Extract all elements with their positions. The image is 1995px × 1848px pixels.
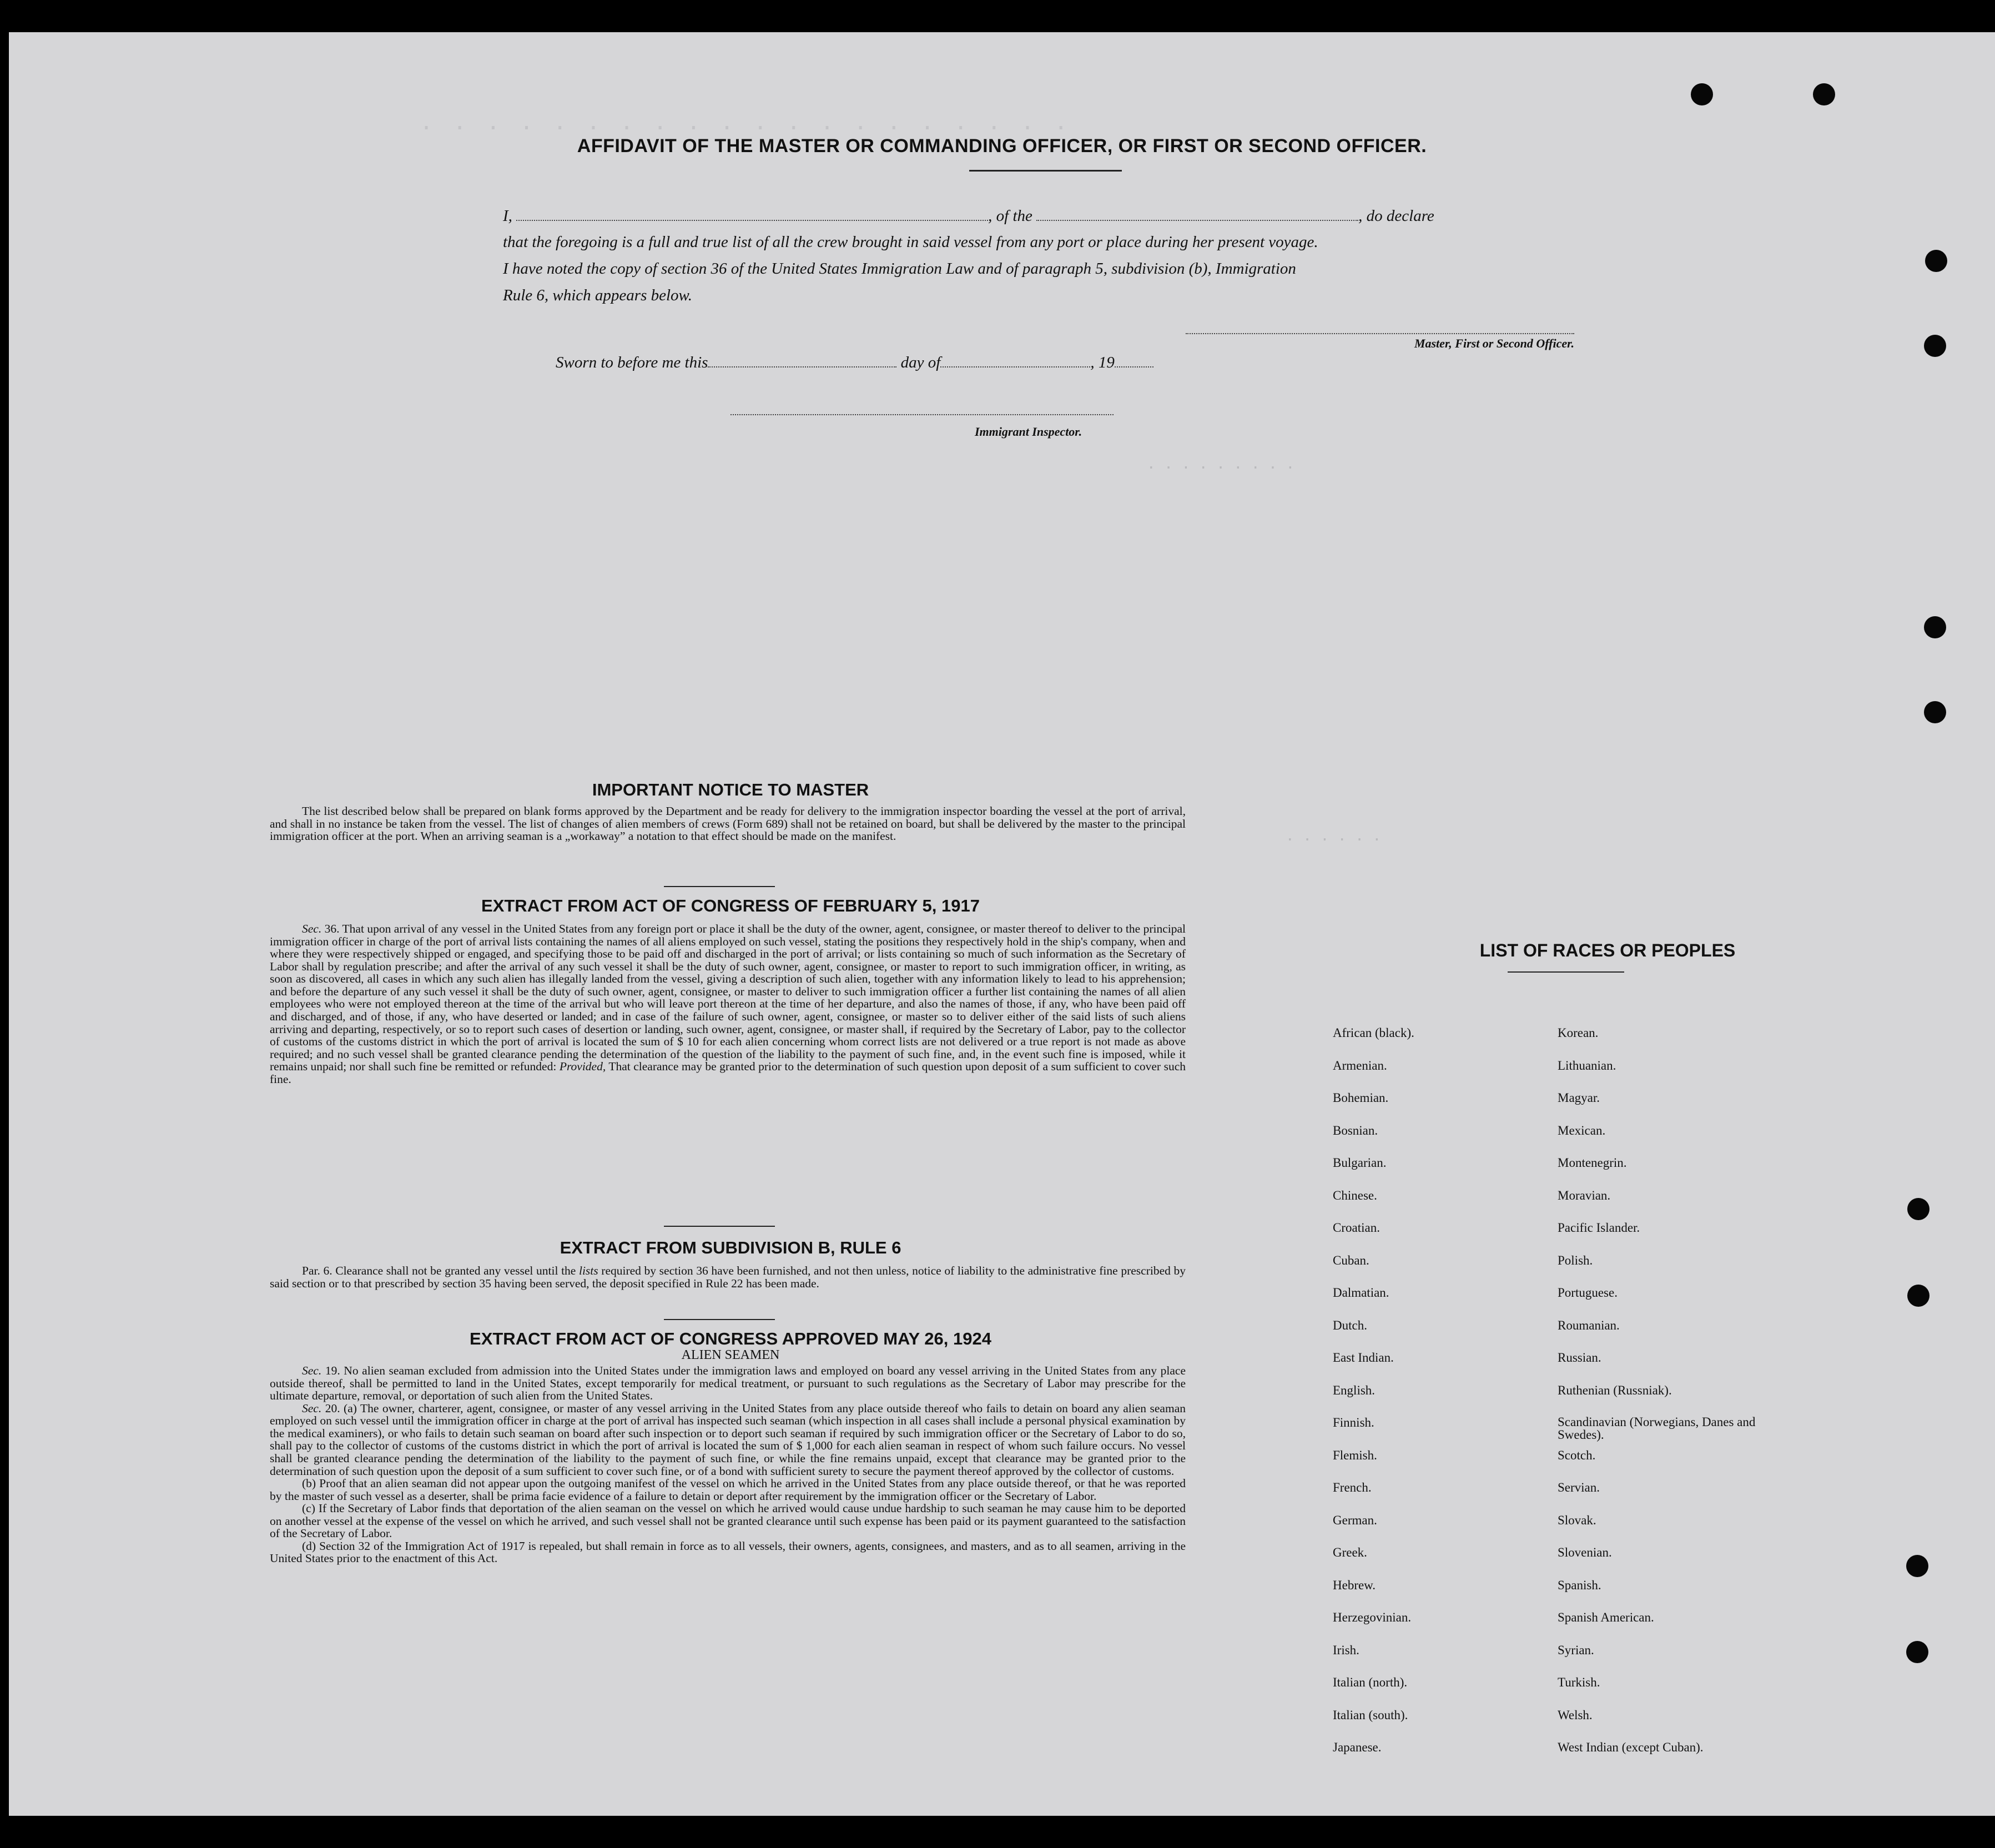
declare-label: , do declare: [1358, 207, 1434, 225]
par-6-text-end: required by section 36 have been furnished, and not then unless, notice of liability to the administrative fine prescribed by said section or to that prescribed by section 35 having been served, the deposit specified in Rule 22 has been made.: [270, 1264, 1186, 1290]
race-item: Lithuanian.: [1558, 1058, 1616, 1072]
affidavit-title: AFFIDAVIT OF THE MASTER OR COMMANDING OFFICER, OR FIRST OR SECOND OFFICER.: [577, 135, 1427, 157]
sec-label: Sec.: [302, 922, 322, 935]
punch-hole: [1924, 616, 1946, 638]
race-item: Roumanian.: [1558, 1318, 1620, 1332]
race-item: Spanish American.: [1558, 1610, 1654, 1624]
race-item: Scandinavian (Norwegians, Danes and Swedes).: [1558, 1415, 1756, 1442]
race-item: Montenegrin.: [1558, 1156, 1627, 1170]
race-item: Spanish.: [1558, 1578, 1601, 1592]
sec-19-paragraph: [270, 1364, 1186, 1402]
races-left-column: [1333, 1026, 1414, 1773]
sworn-month-field[interactable]: [940, 352, 1090, 367]
document-page: [9, 32, 1995, 1816]
sworn-label: Sworn to before me this: [556, 354, 708, 371]
race-item: Russian.: [1558, 1351, 1601, 1364]
race-item: Japanese.: [1333, 1740, 1382, 1754]
race-item: Mexican.: [1558, 1123, 1606, 1137]
affidavit-line-4: Rule 6, which appears below.: [503, 286, 692, 304]
extract-rule6-title: EXTRACT FROM SUBDIVISION B, RULE 6: [560, 1238, 901, 1257]
race-item: Portuguese.: [1558, 1286, 1618, 1300]
section-divider: [664, 1226, 775, 1227]
race-item: East Indian.: [1333, 1351, 1394, 1364]
race-item: English.: [1333, 1383, 1376, 1397]
race-item: Scotch.: [1558, 1448, 1596, 1462]
i-label: I,: [503, 207, 512, 225]
punch-hole: [1907, 1198, 1929, 1220]
race-item: Bohemian.: [1333, 1091, 1389, 1105]
extract-rule6-body: [270, 1265, 1186, 1290]
race-item: Italian (north).: [1333, 1675, 1408, 1689]
vessel-name-field[interactable]: [1036, 205, 1358, 221]
day-of-label: day of: [900, 354, 941, 371]
extract-1917-title: EXTRACT FROM ACT OF CONGRESS OF FEBRUARY 5, 1917: [481, 896, 980, 915]
race-item: Pacific Islander.: [1558, 1221, 1640, 1235]
race-item: Servian.: [1558, 1481, 1600, 1494]
race-item: Chinese.: [1333, 1188, 1377, 1202]
title-underline: [1508, 971, 1624, 973]
sworn-year-field[interactable]: [1115, 352, 1153, 367]
bleed-through-text: · · · · · · · · · · · · · · · · · · · ·: [420, 115, 1071, 141]
race-item: Dalmatian.: [1333, 1286, 1389, 1300]
of-the-label: , of the: [988, 207, 1032, 225]
extract-1924-subtitle: ALIEN SEAMEN: [681, 1348, 780, 1362]
master-name-field[interactable]: [516, 205, 988, 221]
race-item: Finnish.: [1333, 1416, 1374, 1429]
race-item: Bosnian.: [1333, 1123, 1378, 1137]
punch-hole: [1813, 83, 1835, 105]
sec-20a-text: 20. (a) The owner, charterer, agent, consignee, or master of any vessel arriving in the United States from any place outside thereof who fails to detain on board any alien seaman employed on such vessel until the immigration officer in charge at the port of arrival has inspected such seaman (which inspection in all cases shall include a personal physical examination by the medical examiners), or who fails to detain such seaman on board after such inspection or to deport such seaman if required by such immigration officer or the Secretary of Labor to do so, shall pay to the collector of customs of the customs district in which the port of arrival is located the sum of $ 1,000 for each alien seaman in respect of whom such failure occurs. No vessel shall be granted clearance pending the determination of the liability to the payment of such fine, or while the fine remains unpaid, except that clearance may be granted prior to the determination of such question upon the deposit of a sum sufficient to cover such fine, or of a bond with sufficient surety to secure the payment thereof approved by the collector of customs.: [270, 1401, 1186, 1478]
race-item: Flemish.: [1333, 1448, 1377, 1462]
master-signature-field[interactable]: [1186, 333, 1574, 334]
race-item: Ruthenian (Russniak).: [1558, 1383, 1672, 1397]
important-notice-body: [270, 805, 1186, 843]
race-item: Herzegovinian.: [1333, 1610, 1412, 1624]
punch-hole: [1906, 1641, 1928, 1663]
par-6-text: Par. 6. Clearance shall not be granted any vessel until the: [302, 1264, 576, 1277]
sec-label: Sec.: [302, 1364, 322, 1377]
race-item: Irish.: [1333, 1643, 1359, 1657]
provided-label: Provided,: [559, 1060, 606, 1074]
race-item: Welsh.: [1558, 1708, 1593, 1722]
extract-1924-body: [270, 1364, 1186, 1565]
sworn-line: [556, 352, 1277, 372]
race-item: Korean.: [1558, 1026, 1599, 1040]
sworn-day-field[interactable]: [708, 352, 896, 367]
punch-hole: [1691, 83, 1713, 105]
race-item: Turkish.: [1558, 1675, 1600, 1689]
races-right-column: [1558, 1026, 1791, 1773]
race-item: Magyar.: [1558, 1091, 1600, 1105]
section-divider: [664, 1319, 775, 1320]
race-item: Syrian.: [1558, 1643, 1594, 1657]
race-item: Croatian.: [1333, 1221, 1380, 1235]
punch-hole: [1924, 701, 1946, 723]
race-item: Greek.: [1333, 1545, 1367, 1559]
race-item: Armenian.: [1333, 1058, 1387, 1072]
extract-1924-title: EXTRACT FROM ACT OF CONGRESS APPROVED MAY 26, 1924: [470, 1329, 991, 1348]
important-notice-title: IMPORTANT NOTICE TO MASTER: [592, 780, 869, 799]
sec-36-text-end: That clearance may be granted prior to the determination of such question upon deposit of a sum sufficient to cover such fine.: [270, 1060, 1186, 1086]
affidavit-line-2: that the foregoing is a full and true list of all the crew brought in said vessel from any port or place during her present voyage.: [503, 233, 1318, 251]
sec-36-text: 36. That upon arrival of any vessel in the United States from any foreign port or place it shall be the duty of the owner, agent, consignee, or master thereof to deliver to the principal immigration officer in charge of the port of arrival lists containing the names of all aliens employed on such vessel, stating the positions they respectively hold in the ship's company, when and where they were respectively shipped or engaged, and specifying those to be paid off and discharged in the port of arrival; or lists containing so much of such information as the Secretary of Labor shall by regulation prescribe; and after the arrival of any such vessel it shall be the duty of such owner, agent, consignee, or master to report to such immigration officer, in writing, as soon as discovered, all cases in which any such alien has illegally landed from the vessel, giving a description of such alien, together with any information likely to lead to his apprehension; and before the departure of any such vessel it shall be the duty of such owner, agent, consignee, or master to deliver to such immigration officer a further list containing the names of all alien employees who were not employed thereon at the time of the arrival but who will leave port thereon at the time of her departure, and also the names of those, if any, who have been paid off and discharged, and of those, if any, who have deserted or landed; and in case of the failure of such owner, agent, consignee, or master so to deliver either of the said lists of such aliens arriving and departing, respectively, or so to report such cases of desertion or landing, such owner, agent, consignee, or master shall, if required by the Secretary of Labor, pay to the collector of customs of the customs district in which the port of arrival is located the sum of $ 10 for each alien concerning whom correct lists are not delivered or a true report is not made as above required; and no such vessel shall be granted clearance pending the determination of the question of the liability to the payment of such fine, and, in the event such fine is imposed, while it remains unpaid; nor shall such fine be remitted or refunded:: [270, 922, 1186, 1074]
sec-20c-text: (c) If the Secretary of Labor finds that deportation of the alien seaman on the vessel on which he arrived would cause undue hardship to such seaman he may cause him to be deported on another vessel at the expense of the vessel on which he arrived, and such vessel shall not be granted clearance until such expense has been paid or its payment guaranteed to the satisfaction of the Secretary of Labor.: [270, 1502, 1186, 1540]
race-item: Dutch.: [1333, 1318, 1367, 1332]
punch-hole: [1906, 1555, 1928, 1577]
sec-19-text: 19. No alien seaman excluded from admission into the United States under the immigration laws and employed on board any vessel arriving in the United States from any place outside thereof, shall be permitted to land in the United States, except temporarily for medical treatment, or pursuant to such regulations as the Secretary of Labor may prescribe for the ultimate departure, removal, or deportation of such alien from the United States.: [270, 1364, 1186, 1403]
bleed-through-text: · · · · · ·: [1286, 832, 1382, 848]
punch-hole: [1907, 1285, 1929, 1307]
race-item: Hebrew.: [1333, 1578, 1376, 1592]
section-divider: [664, 886, 775, 887]
race-item: German.: [1333, 1513, 1377, 1527]
race-item: West Indian (except Cuban).: [1558, 1740, 1704, 1754]
signer-label: Master, First or Second Officer.: [1414, 336, 1574, 350]
race-item: Cuban.: [1333, 1253, 1369, 1267]
inspector-label: Immigrant Inspector.: [975, 425, 1082, 439]
sec-20b-text: (b) Proof that an alien seaman did not appear upon the outgoing manifest of the vessel on which he arrived in the United States from any place outside thereof, or that he was reported by the master of such vessel as a deserter, shall be prima facie evidence of a failure to detain or deport after requirement by the immigration officer or the Secretary of Labor.: [270, 1477, 1186, 1503]
sec-label: Sec.: [302, 1401, 322, 1415]
race-item: Bulgarian.: [1333, 1156, 1387, 1170]
race-item: Italian (south).: [1333, 1708, 1408, 1722]
race-item: French.: [1333, 1481, 1372, 1494]
race-item: Moravian.: [1558, 1188, 1611, 1202]
affidavit-line-3: I have noted the copy of section 36 of the United States Immigration Law and of paragraph 5, subdivision (b), Immigration: [503, 260, 1296, 278]
bleed-through-text: · · · · · · · · ·: [1147, 460, 1295, 476]
important-notice-text: The list described below shall be prepared on blank forms approved by the Department and be ready for delivery to the immigration inspector boarding the vessel at the port of arrival, and shall in no instance be taken from the vessel. The list of changes of alien members of crews (Form 689) shall not be retained on board, but shall be delivered by the master to the principal immigration officer at the port. When an arriving seaman is a „workaway” a notation to that effect should be made on the manifest.: [270, 804, 1186, 843]
title-underline: [969, 170, 1122, 172]
sec-20d-text: (d) Section 32 of the Immigration Act of 1917 is repealed, but shall remain in force as to all vessels, their owners, agents, consignees, and masters, and as to all seamen, arriving in the United States prior to the enactment of this Act.: [270, 1539, 1186, 1565]
sec-20a-paragraph: [270, 1402, 1186, 1477]
inspector-signature-field[interactable]: [731, 414, 1114, 415]
race-item: Slovak.: [1558, 1513, 1596, 1527]
punch-hole: [1925, 250, 1947, 272]
extract-1917-text: [270, 923, 1186, 1085]
lists-label: lists: [578, 1264, 598, 1277]
extract-1917-body: [270, 923, 1186, 1085]
races-title: LIST OF RACES OR PEOPLES: [1479, 940, 1736, 960]
punch-hole: [1924, 335, 1946, 357]
affidavit-declaration-line: [503, 205, 1574, 225]
year-label: , 19: [1090, 354, 1115, 371]
race-item: Slovenian.: [1558, 1545, 1612, 1559]
race-item: Polish.: [1558, 1253, 1593, 1267]
extract-rule6-text: [270, 1265, 1186, 1290]
race-item: African (black).: [1333, 1026, 1414, 1040]
